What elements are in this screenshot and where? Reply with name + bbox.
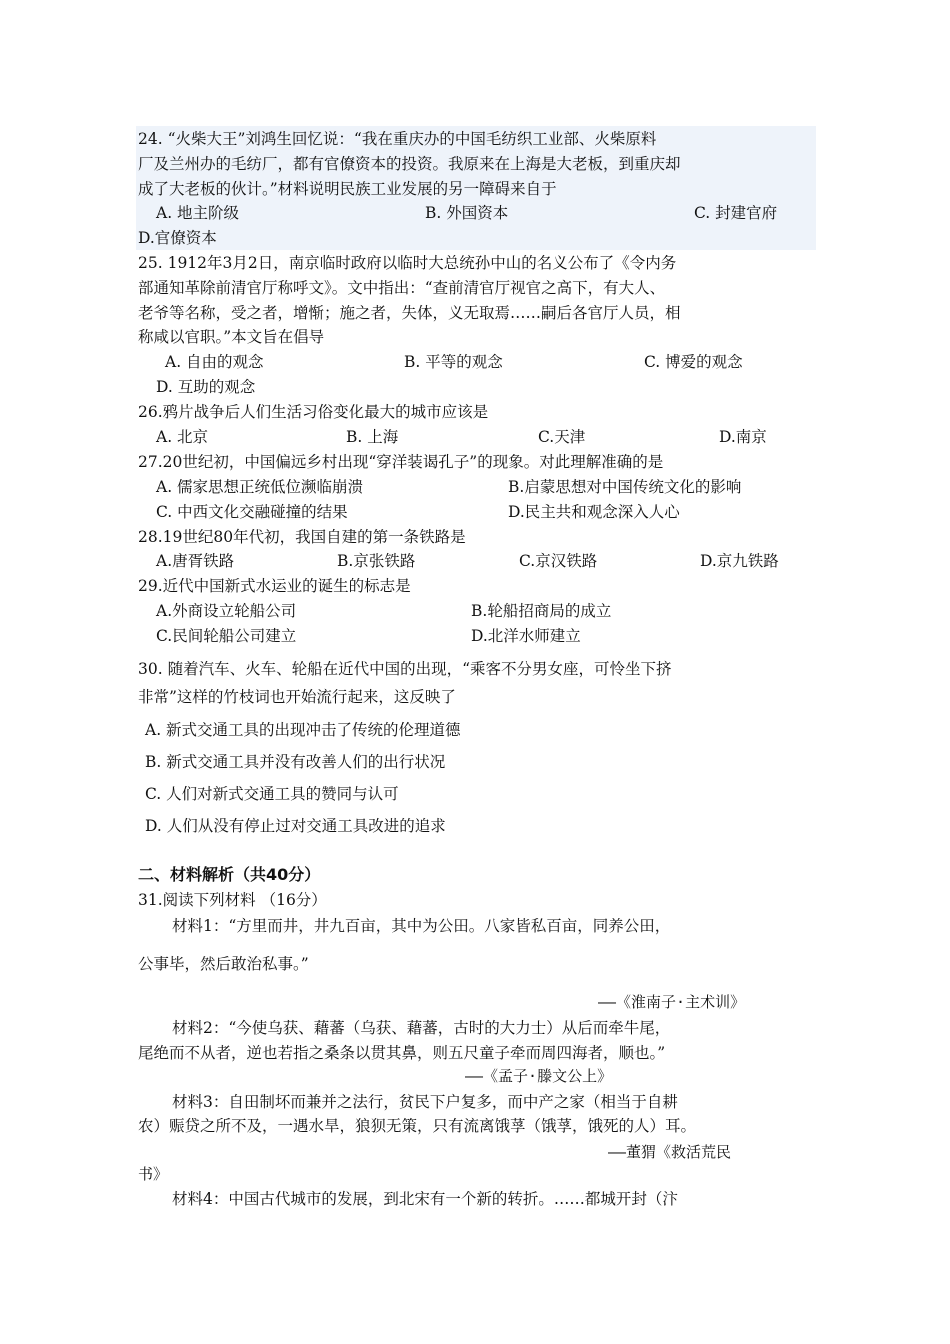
q24-option-d: D.官僚资本 (138, 229, 217, 247)
q28-option-c: C.京汉铁路 (519, 552, 598, 570)
q31-intro: 31.阅读下列材料 （16分） (138, 891, 327, 909)
material-2-source: ——《孟子·滕文公上》 (465, 1067, 613, 1085)
q30-option-b: B. 新式交通工具并没有改善人们的出行状况 (145, 753, 446, 771)
q30-line-2: 非常”这样的竹枝词也开始流行起来，这反映了 (138, 688, 456, 706)
q25-option-c: C. 博爱的观念 (644, 353, 743, 371)
q30-option-d: D. 人们从没有停止过对交通工具改进的追求 (145, 817, 446, 835)
q24-option-c: C. 封建官府 (694, 204, 778, 222)
q29-option-d: D.北洋水师建立 (471, 627, 581, 645)
material-3-source-cont: 书》 (138, 1165, 169, 1183)
q27-option-b: B.启蒙思想对中国传统文化的影响 (508, 478, 742, 496)
material-4-line-1: 材料4：中国古代城市的发展，到北宋有一个新的转折。……都城开封（汴 (172, 1190, 678, 1208)
material-2-line-2: 尾绝而不从者，逆也若指之桑条以贯其鼻，则五尺童子牵而周四海者，顺也。” (138, 1044, 666, 1062)
q26-option-c: C.天津 (538, 428, 586, 446)
q25-line-2: 部通知革除前清官厅称呼文》。文中指出：“查前清官厅视官之高下，有大人、 (138, 279, 666, 297)
q24-option-a: A. 地主阶级 (156, 204, 240, 222)
q24-option-b: B. 外国资本 (425, 204, 509, 222)
q26-option-d: D.南京 (719, 428, 767, 446)
q25-line-3: 老爷等名称，受之者，增惭；施之者，失体，义无取焉……嗣后各官厅人员，相 (138, 304, 681, 322)
q25-option-a: A. 自由的观念 (165, 353, 264, 371)
section-2-heading: 二、材料解析（共40分） (138, 865, 321, 884)
q28-line-1: 28.19世纪80年代初，我国自建的第一条铁路是 (138, 528, 466, 546)
q24-line-3: 成了大老板的伙计。”材料说明民族工业发展的另一障碍来自于 (138, 180, 557, 198)
q26-option-a: A. 北京 (156, 428, 209, 446)
q24-line-2: 厂及兰州办的毛纺厂，都有官僚资本的投资。我原来在上海是大老板，到重庆却 (138, 155, 681, 173)
q29-option-b: B.轮船招商局的成立 (471, 602, 612, 620)
q25-option-b: B. 平等的观念 (404, 353, 503, 371)
q26-line-1: 26.鸦片战争后人们生活习俗变化最大的城市应该是 (138, 403, 489, 421)
material-1-line-2: 公事毕，然后敢治私事。” (138, 955, 309, 973)
q28-option-b: B.京张铁路 (337, 552, 416, 570)
q29-option-c: C.民间轮船公司建立 (156, 627, 297, 645)
q27-option-d: D.民主共和观念深入人心 (508, 503, 680, 521)
material-3-source: ——董猬《救活荒民 (608, 1143, 732, 1161)
q24-line-1: 24. “火柴大王”刘鸿生回忆说：“我在重庆办的中国毛纺织工业部、火柴原料 (138, 130, 657, 148)
q29-option-a: A.外商设立轮船公司 (156, 602, 297, 620)
q30-option-c: C. 人们对新式交通工具的赞同与认可 (145, 785, 399, 803)
q26-option-b: B. 上海 (346, 428, 399, 446)
q29-line-1: 29.近代中国新式水运业的诞生的标志是 (138, 577, 411, 595)
q28-option-d: D.京九铁路 (700, 552, 779, 570)
q25-line-1: 25. 1912年3月2日，南京临时政府以临时大总统孙中山的名义公布了《令内务 (138, 254, 677, 272)
material-2-line-1: 材料2：“今使乌获、藉蕃（乌获、藉蕃，古时的大力士）从后而牵牛尾， (172, 1019, 671, 1037)
q27-line-1: 27.20世纪初，中国偏远乡村出现“穿洋装谒孔子”的现象。对此理解准确的是 (138, 453, 664, 471)
material-3-line-1: 材料3：自田制坏而兼并之法行，贫民下户复多，而中产之家（相当于自耕 (172, 1093, 678, 1111)
q27-option-c: C. 中西文化交融碰撞的结果 (156, 503, 348, 521)
material-3-line-2: 农）赈贷之所不及，一遇水旱，狼狈无策，只有流离饿莩（饿莩，饿死的人）耳。 (138, 1117, 697, 1135)
q30-line-1: 30. 随着汽车、火车、轮船在近代中国的出现，“乘客不分男女座，可怜坐下挤 (138, 660, 672, 678)
material-1-line-1: 材料1：“方里而井，井九百亩，其中为公田。八家皆私百亩，同养公田， (172, 917, 671, 935)
q28-option-a: A.唐胥铁路 (156, 552, 235, 570)
q30-option-a: A. 新式交通工具的出现冲击了传统的伦理道德 (145, 721, 461, 739)
q25-line-4: 称咸以官职。”本文旨在倡导 (138, 328, 325, 346)
q25-option-d: D. 互助的观念 (156, 378, 256, 396)
material-1-source: ——《淮南子·主术训》 (598, 993, 746, 1011)
q27-option-a: A. 儒家思想正统低位濒临崩溃 (156, 478, 364, 496)
